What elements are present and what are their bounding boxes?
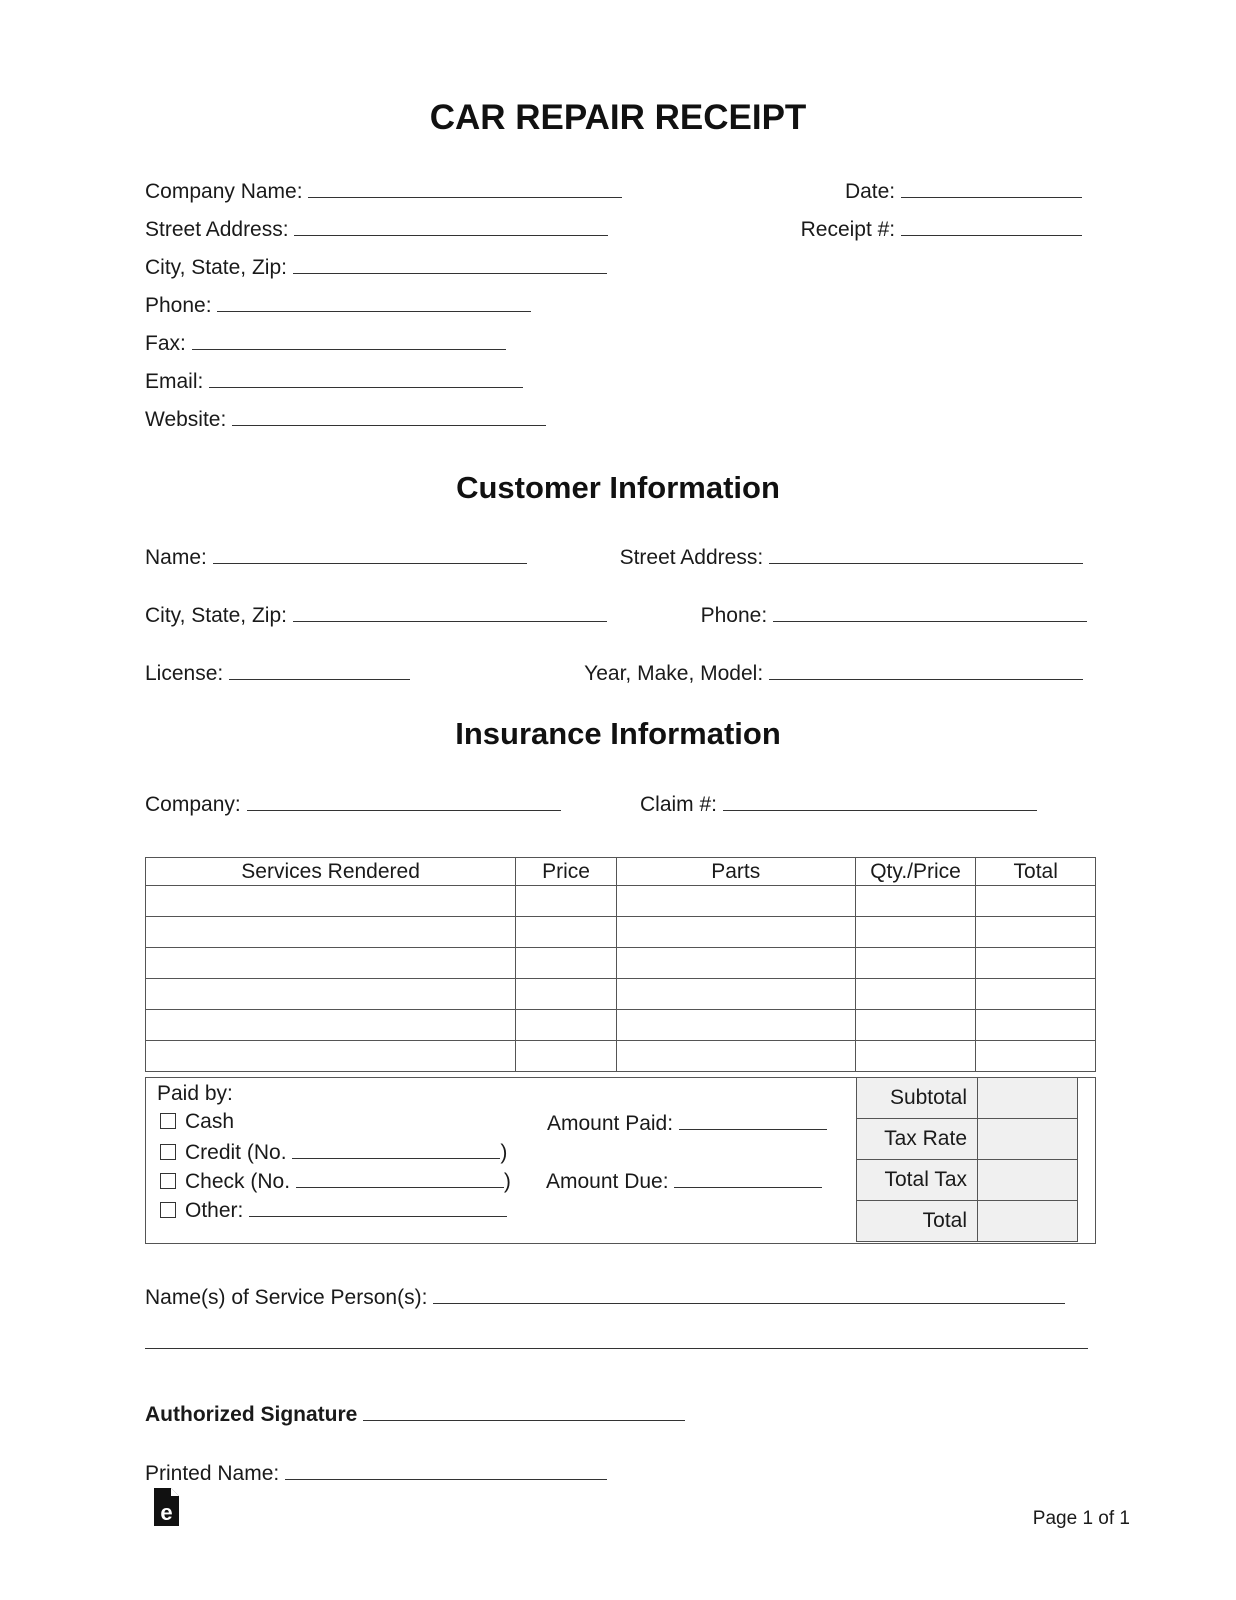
signature-field[interactable] [363,1401,685,1421]
table-cell[interactable] [146,886,516,917]
company-phone-field[interactable] [217,292,531,312]
cash-label: Cash [185,1110,235,1133]
table-cell[interactable] [146,917,516,948]
company-email-row [145,368,523,394]
tax-rate-label: Tax Rate [857,1119,978,1160]
table-cell[interactable] [146,1041,516,1072]
check-option[interactable] [160,1168,511,1194]
credit-close-paren: ) [500,1141,508,1164]
customer-street-label: Street Address: [619,546,764,569]
amount-due-row [546,1168,822,1194]
customer-license-row [145,660,410,686]
customer-street-row [620,544,1083,570]
credit-checkbox[interactable] [160,1144,176,1160]
service-persons-field[interactable] [433,1284,1065,1304]
table-cell[interactable] [976,948,1096,979]
company-fax-row [145,330,506,356]
customer-name-field[interactable] [213,544,527,564]
company-website-row [145,406,546,432]
grand-total-label: Total [857,1201,978,1242]
company-website-field[interactable] [232,406,546,426]
header-total: Total [976,858,1096,886]
printed-name-label: Printed Name: [145,1462,280,1485]
header-qty-price: Qty./Price [855,858,976,886]
date-label: Date: [844,180,896,203]
table-row [146,917,1096,948]
company-name-label: Company Name: [145,180,303,203]
table-cell[interactable] [516,917,617,948]
paid-by-label: Paid by: [157,1082,233,1105]
table-cell[interactable] [855,1041,976,1072]
table-cell[interactable] [616,1010,855,1041]
header-price: Price [516,858,617,886]
table-cell[interactable] [976,1041,1096,1072]
brand-logo-icon [151,1487,181,1527]
table-cell[interactable] [616,886,855,917]
credit-option[interactable] [160,1139,507,1165]
customer-vehicle-label: Year, Make, Model: [584,662,764,685]
amount-paid-row [547,1110,827,1136]
company-phone-row [145,292,531,318]
company-city-label: City, State, Zip: [145,256,287,279]
service-persons-label: Name(s) of Service Person(s): [145,1286,428,1309]
cash-option[interactable] [160,1110,234,1134]
signature-label: Authorized Signature [145,1403,358,1426]
customer-name-row [145,544,527,570]
table-cell[interactable] [855,948,976,979]
customer-city-row [145,602,607,628]
other-label: Other: [185,1199,244,1222]
table-cell[interactable] [616,948,855,979]
table-row [146,1041,1096,1072]
customer-heading: Customer Information [456,470,780,505]
insurance-company-row [145,791,561,817]
amount-due-field[interactable] [674,1168,822,1188]
receipt-number-label: Receipt #: [800,218,896,241]
table-cell[interactable] [616,917,855,948]
table-cell[interactable] [855,886,976,917]
table-cell[interactable] [855,1010,976,1041]
customer-phone-label: Phone: [700,604,768,627]
other-checkbox[interactable] [160,1202,176,1218]
check-label: Check (No. [185,1170,291,1193]
total-tax-row [857,1160,1078,1201]
company-email-label: Email: [145,370,204,393]
tax-rate-row [857,1119,1078,1160]
table-cell[interactable] [855,917,976,948]
insurance-heading: Insurance Information [455,716,781,751]
subtotal-label: Subtotal [857,1078,978,1119]
header-services: Services Rendered [146,858,516,886]
company-website-label: Website: [145,408,227,431]
company-street-row [145,216,608,242]
table-cell[interactable] [616,979,855,1010]
table-cell[interactable] [146,948,516,979]
grand-total-row [857,1201,1078,1242]
customer-city-field[interactable] [293,602,607,622]
check-close-paren: ) [503,1170,511,1193]
customer-vehicle-row [584,660,1083,686]
check-number-field[interactable] [296,1168,504,1188]
company-fax-field[interactable] [192,330,506,350]
table-cell[interactable] [616,1041,855,1072]
table-cell[interactable] [976,979,1096,1010]
header-parts: Parts [616,858,855,886]
company-fax-label: Fax: [145,332,186,355]
cash-checkbox[interactable] [160,1113,176,1129]
printed-name-row [145,1460,607,1486]
insurance-company-label: Company: [145,793,241,816]
company-name-row [145,178,622,204]
subtotal-value[interactable] [978,1078,1078,1119]
table-row [146,948,1096,979]
date-row [845,178,1082,204]
document-title: CAR REPAIR RECEIPT [429,98,807,137]
customer-license-label: License: [145,662,224,685]
tax-rate-value[interactable] [978,1119,1078,1160]
signature-row [145,1401,685,1427]
service-persons-field-line-2[interactable] [145,1328,1088,1349]
amount-paid-field[interactable] [679,1110,827,1130]
services-table [145,857,1096,1072]
grand-total-value[interactable] [978,1201,1078,1242]
table-cell[interactable] [976,917,1096,948]
table-header-row [146,858,1096,886]
claim-number-row [640,791,1037,817]
company-name-field[interactable] [308,178,622,198]
totals-table [856,1077,1078,1242]
company-city-row [145,254,607,280]
table-cell[interactable] [516,1041,617,1072]
company-street-field[interactable] [294,216,608,236]
company-city-field[interactable] [293,254,607,274]
total-tax-label: Total Tax [857,1160,978,1201]
table-cell[interactable] [516,886,617,917]
table-cell[interactable] [146,1010,516,1041]
table-cell[interactable] [976,886,1096,917]
total-tax-value[interactable] [978,1160,1078,1201]
amount-due-label: Amount Due: [546,1170,669,1193]
customer-street-field[interactable] [769,544,1083,564]
table-row [146,979,1096,1010]
table-row [146,886,1096,917]
customer-phone-field[interactable] [773,602,1087,622]
credit-number-field[interactable] [292,1139,500,1159]
customer-vehicle-field[interactable] [769,660,1083,680]
table-cell[interactable] [855,979,976,1010]
printed-name-field[interactable] [285,1460,607,1480]
receipt-number-row [801,216,1082,242]
amount-paid-label: Amount Paid: [547,1112,674,1135]
check-checkbox[interactable] [160,1173,176,1189]
company-email-field[interactable] [209,368,523,388]
insurance-company-field[interactable] [247,791,561,811]
page-number: Page 1 of 1 [1032,1508,1130,1529]
table-cell[interactable] [146,979,516,1010]
service-persons-row [145,1284,1065,1310]
other-option[interactable] [160,1197,507,1223]
other-field[interactable] [249,1197,507,1217]
table-cell[interactable] [516,1010,617,1041]
claim-number-field[interactable] [723,791,1037,811]
claim-number-label: Claim #: [640,793,718,816]
table-row [146,1010,1096,1041]
credit-label: Credit (No. [185,1141,287,1164]
table-cell[interactable] [516,948,617,979]
customer-name-label: Name: [145,546,207,569]
customer-license-field[interactable] [229,660,410,680]
customer-city-label: City, State, Zip: [145,604,287,627]
company-phone-label: Phone: [145,294,212,317]
receipt-number-field[interactable] [901,216,1082,236]
table-cell[interactable] [516,979,617,1010]
company-street-label: Street Address: [145,218,289,241]
date-field[interactable] [901,178,1082,198]
subtotal-row [857,1078,1078,1119]
customer-phone-row [701,602,1087,628]
table-cell[interactable] [976,1010,1096,1041]
logo-letter: e [160,1500,173,1525]
